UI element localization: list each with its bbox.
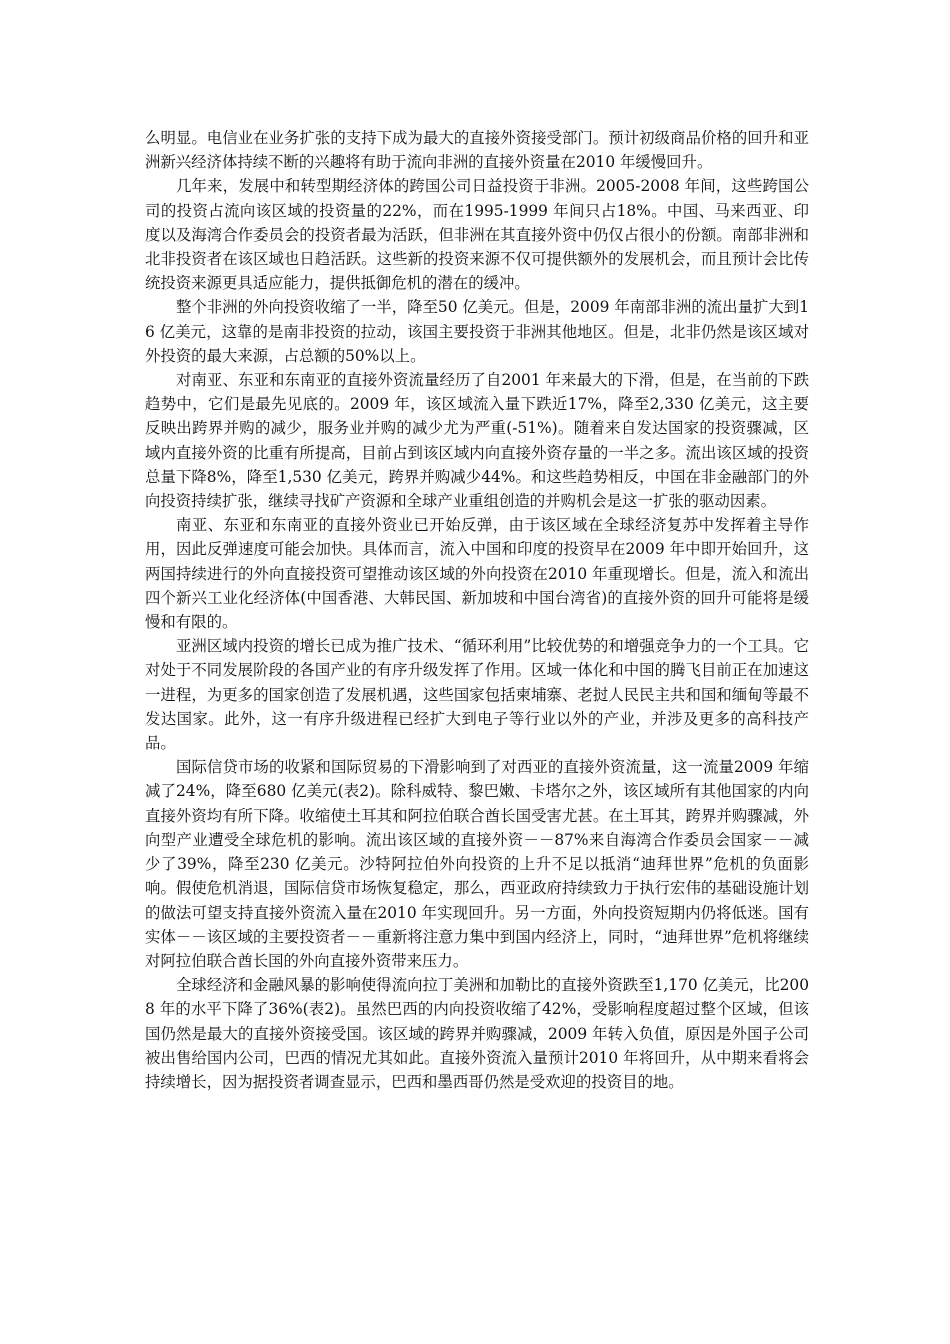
paragraph-asia-intraregional: 亚洲区域内投资的增长已成为推广技术、“循环利用”比较优势的和增强竞争力的一个工具。它对处于不同发展阶段的各国产业的有序升级发挥了作用。区域一体化和中国的腾飞目前正在加速这一进程，为更多的国家创造了发展机遇，这些国家包括柬埔寨、老挝人民民主共和国和缅甸等最不发达国家。此外，这一有序升级进程已经扩大到电子等行业以外的产业，并涉及更多的高科技产品。 [145, 637, 809, 753]
paragraph-latin-america: 全球经济和金融风暴的影响使得流向拉丁美洲和加勒比的直接外资跌至1,170 亿美元，比2008 年的水平下降了36%(表2)。虽然巴西的内向投资收缩了42%，受影响程度超过整个区域，但该国仍然是最大的直接外资接受国。该区域的跨界并购骤减，2009 年转入负值，原因是外国子公司被出售给国内公司，巴西的情况尤其如此。直接外资流入量预计2010 年将回升，从中期来看将会持续增长，因为据投资者调查显示，巴西和墨西哥仍然是受欢迎的投资目的地。 [145, 976, 809, 1091]
paragraph-africa-tnc-investors: 几年来，发展中和转型期经济体的跨国公司日益投资于非洲。2005-2008 年间，这些跨国公司的投资占流向该区域的投资量的22%，而在1995-1999 年间只占18%。中国、马来西亚、印度以及海湾合作委员会的投资者最为活跃，但非洲在其直接外资中仍仅占很小的份额。南部非洲和北非投资者在该区域也日趋活跃。这些新的投资来源不仅可提供额外的发展机会，而且预计会比传统投资来源更具适应能力，提供抵御危机的潜在的缓冲。 [145, 177, 809, 293]
paragraph-west-asia: 国际信贷市场的收紧和国际贸易的下滑影响到了对西亚的直接外资流量，这一流量2009 年缩减了24%，降至680 亿美元(表2)。除科威特、黎巴嫩、卡塔尔之外，该区域所有其他国家的内向直接外资均有所下降。收缩使土耳其和阿拉伯联合酋长国受害尤甚。在土耳其，跨界并购骤减，外向型产业遭受全球危机的影响。流出该区域的直接外资－－87%来自海湾合作委员会国家－－减少了39%，降至230 亿美元。沙特阿拉伯外向投资的上升不足以抵消“迪拜世界”危机的负面影响。假使危机消退，国际信贷市场恢复稳定，那么，西亚政府持续致力于执行宏伟的基础设施计划的做法可望支持直接外资流入量在2010 年实现回升。另一方面，外向投资短期内仍将低迷。国有实体－－该区域的主要投资者－－重新将注意力集中到国内经济上，同时，“迪拜世界”危机将继续对阿拉伯联合酋长国的外向直接外资带来压力。 [145, 758, 809, 970]
paragraph-south-east-asia-flows: 对南亚、东亚和东南亚的直接外资流量经历了自2001 年来最大的下滑，但是，在当前的下跌趋势中，它们是最先见底的。2009 年，该区域流入量下跌近17%，降至2,330 亿美元，这主要反映出跨界并购的减少，服务业并购的减少尤为严重(-51%)。随着来自发达国家的投资骤减，区域内直接外资的比重有所提高，目前占到该区域内向直接外资存量的一半之多。流出该区域的投资总量下降8%，降至1,530 亿美元，跨界并购减少44%。和这些趋势相反，中国在非金融部门的外向投资持续扩张，继续寻找矿产资源和全球产业重组创造的并购机会是这一扩张的驱动因素。 [145, 371, 809, 511]
paragraph-asia-rebound: 南亚、东亚和东南亚的直接外资业已开始反弹，由于该区域在全球经济复苏中发挥着主导作用，因此反弹速度可能会加快。具体而言，流入中国和印度的投资早在2009 年中即开始回升，这两国持续进行的外向直接投资可望推动该区域的外向投资在2010 年重现增长。但是，流入和流出四个新兴工业化经济体(中国香港、大韩民国、新加坡和中国台湾省)的直接外资的回升可能将是缓慢和有限的。 [145, 516, 809, 632]
document-body [145, 126, 809, 1094]
paragraph-africa-outward: 整个非洲的外向投资收缩了一半，降至50 亿美元。但是，2009 年南部非洲的流出量扩大到16 亿美元，这靠的是南非投资的拉动，该国主要投资于非洲其他地区。但是，北非仍然是该区域对外投资的最大来源，占总额的50%以上。 [145, 298, 809, 365]
paragraph-africa-continued: 么明显。电信业在业务扩张的支持下成为最大的直接外资接受部门。预计初级商品价格的回升和亚洲新兴经济体持续不断的兴趣将有助于流向非洲的直接外资量在2010 年缓慢回升。 [145, 129, 809, 172]
